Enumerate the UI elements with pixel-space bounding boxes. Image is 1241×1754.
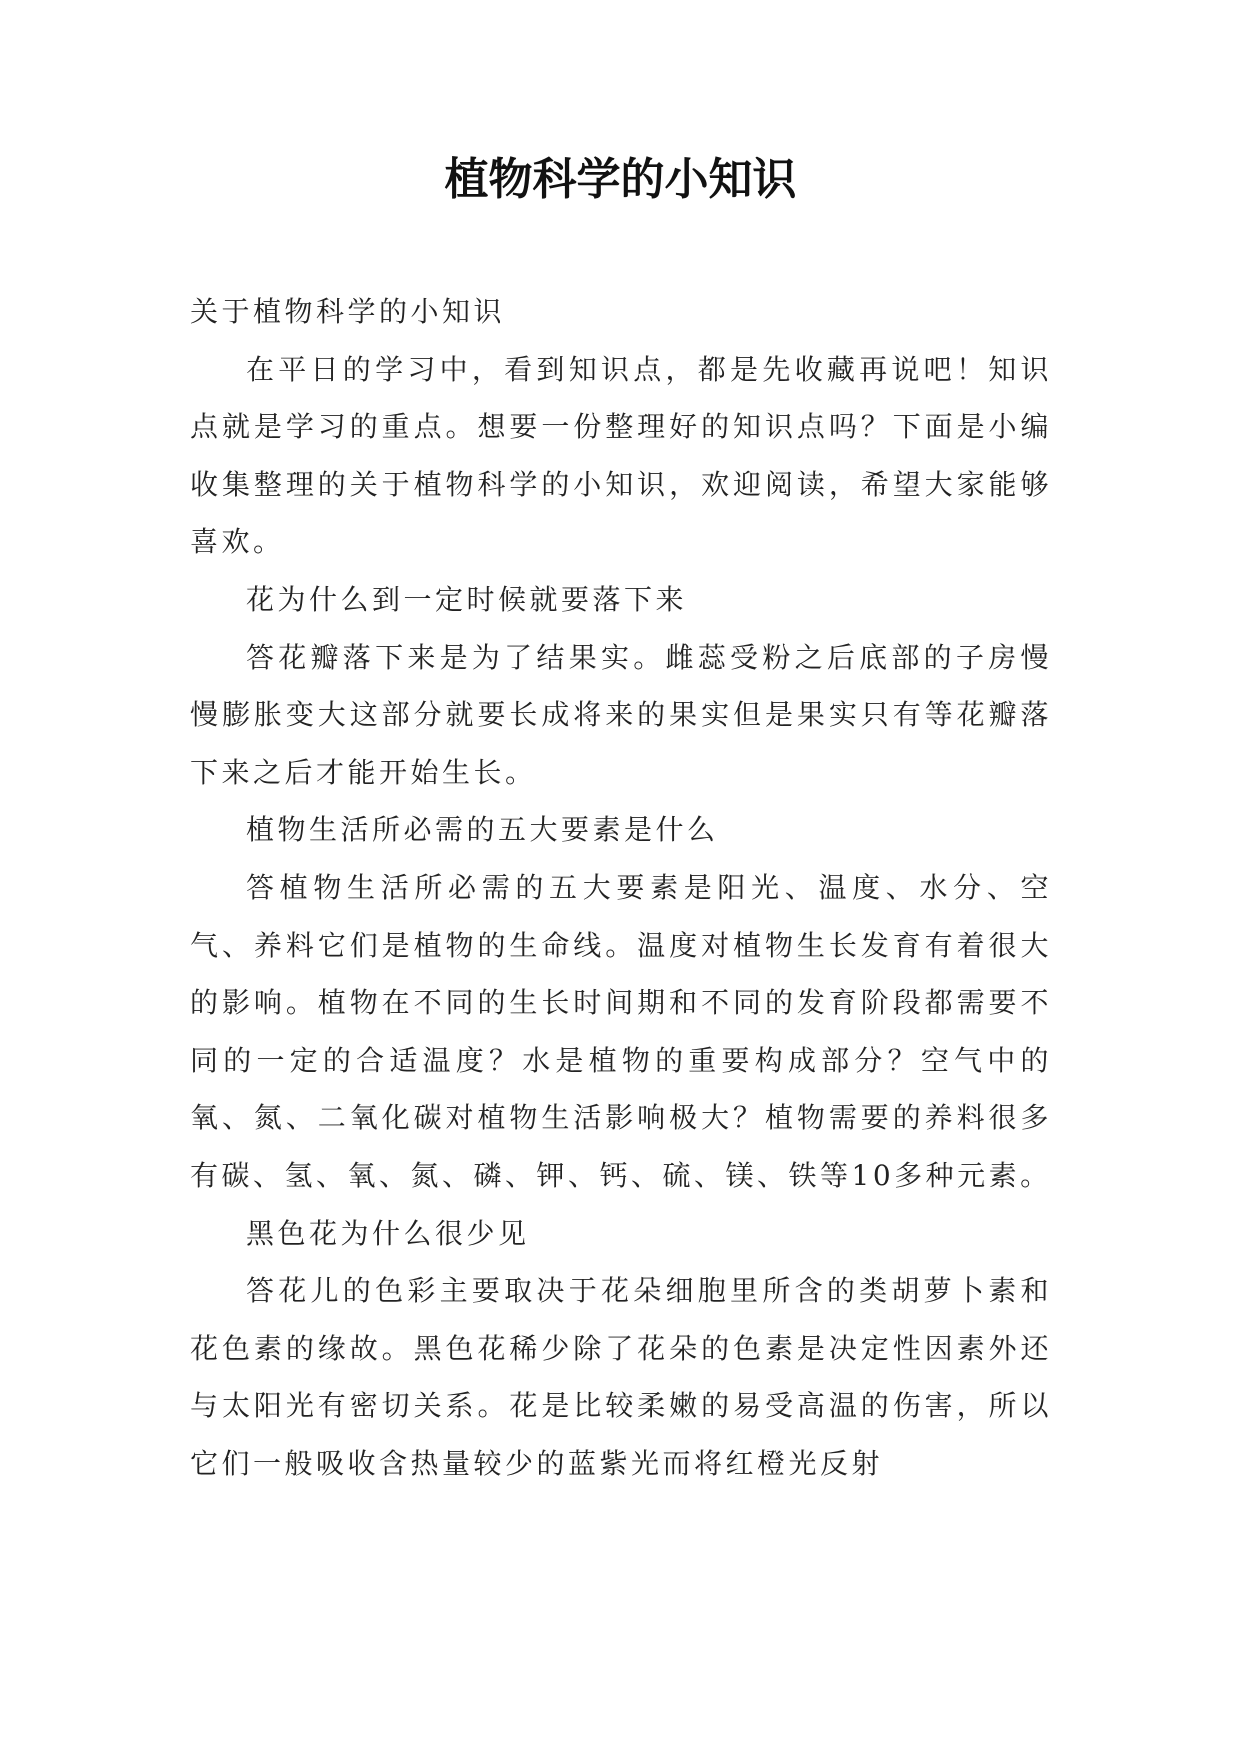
question-heading: 花为什么到一定时候就要落下来: [246, 582, 688, 616]
answer-paragraph: 答花瓣落下来是为了结果实。雌蕊受粉之后底部的子房慢慢膨胀变大这部分就要长成将来的果实但是果实只有等花瓣落下来之后才能开始生长。: [190, 640, 1052, 789]
question-heading: 黑色花为什么很少见: [246, 1216, 530, 1250]
question-heading: 植物生活所必需的五大要素是什么: [246, 813, 719, 847]
subtitle-paragraph: 关于植物科学的小知识: [190, 295, 506, 328]
answer-paragraph: 答花儿的色彩主要取决于花朵细胞里所含的类胡萝卜素和花色素的缘故。黑色花稀少除了花朵的色素是决定性因素外还与太阳光有密切关系。花是比较柔嫩的易受高温的伤害，所以它们一般吸收含热量较少的蓝紫光而将红橙光反射: [190, 1274, 1052, 1480]
document-body: [190, 283, 1052, 1492]
intro-paragraph: 在平日的学习中，看到知识点，都是先收藏再说吧！知识点就是学习的重点。想要一份整理好的知识点吗？下面是小编收集整理的关于植物科学的小知识，欢迎阅读，希望大家能够喜欢。: [190, 352, 1052, 559]
answer-paragraph: 答植物生活所必需的五大要素是阳光、温度、水分、空气、养料它们是植物的生命线。温度对植物生长发育有着很大的影响。植物在不同的生长时间期和不同的发育阶段都需要不同的一定的合适温度？水是植物的重要构成部分？空气中的氧、氮、二氧化碳对植物生活影响极大？植物需要的养料很多有碳、氢、氧、氮、磷、钾、钙、硫、镁、铁等10多种元素。: [190, 870, 1052, 1192]
document-title: 植物科学的小知识: [444, 154, 797, 205]
